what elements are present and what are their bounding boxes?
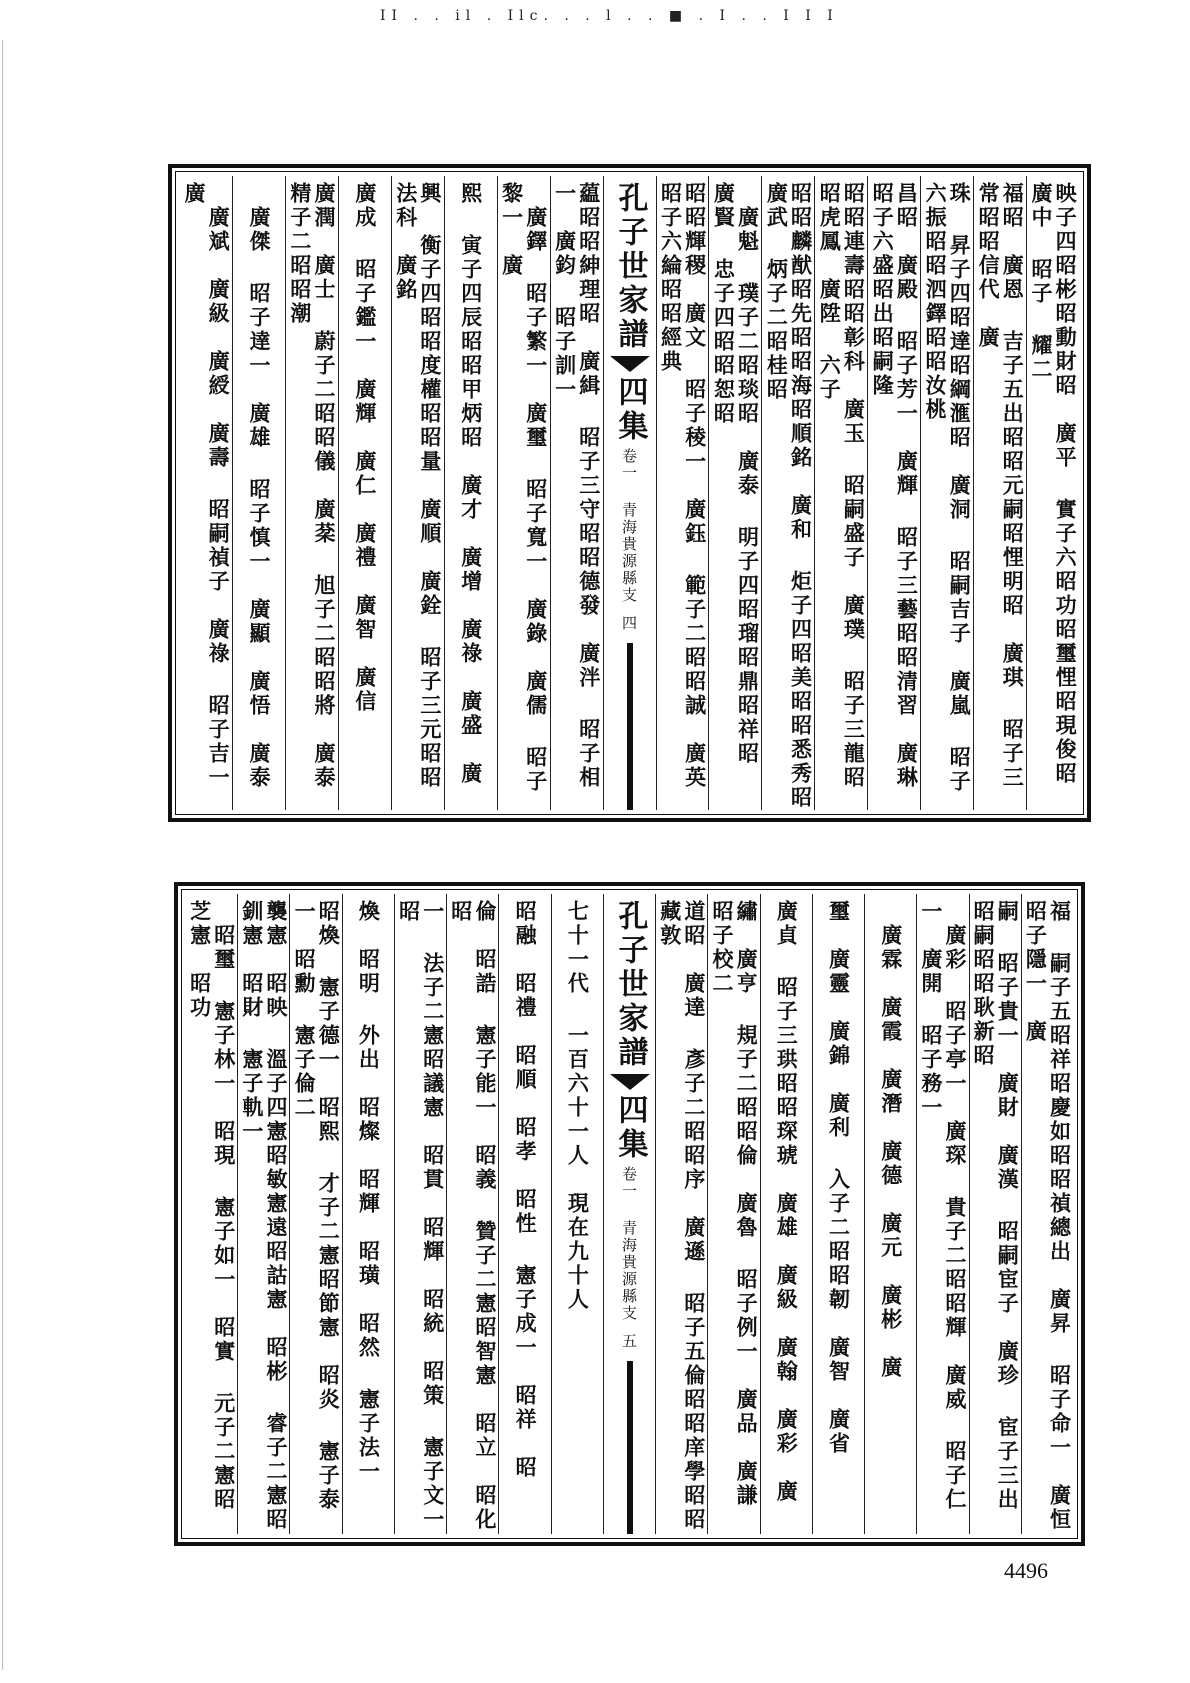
column-text: 福 嗣子五昭祥昭慶如昭昭禎總出 廣昇 昭子命一 廣恒 昭子隱一 廣 (1023, 900, 1073, 1560)
column-text: 藴昭昭紳理昭 廣緝 昭子三守昭昭德發 廣泮 昭子相一 廣鈞 昭子訓一 (552, 182, 602, 790)
genealogy-page-bottom (174, 882, 1085, 1560)
column-text: 廣彩 昭子亭一 廣琛 貴子二昭昭輝 廣威 昭子仁一 廣開 昭子務一 (918, 900, 969, 1512)
column-text: 嗣 昭子貴一 廣財 廣漢 昭嗣宦子 廣珍 宦子三出昭嗣昭昭耿新昭 (971, 900, 1021, 1512)
heading-rule (627, 1361, 633, 1534)
column-text: 昭昭麟猷昭先昭昭海昭順銘 廣和 炬子四昭美昭昭悉秀昭 廣武 炳子二昭桂昭 (764, 182, 814, 834)
column-text: 昭煥 憲子德一 昭熙 才子二憲昭節憲 昭炎 憲子泰一 昭勳 憲子倫二 (292, 900, 342, 1512)
scan-top-marks: II . . il . Ilc. . . l . . ■ . I . . I I I (380, 8, 839, 24)
volume-label: 卷一 青海貴源縣支 (620, 448, 639, 604)
scan-edge-line (2, 40, 3, 1670)
column-text: 熙 寅子四辰昭昭甲炳昭 廣才 廣增 廣祿 廣盛 廣 (458, 182, 484, 786)
fish-tail-mark (610, 356, 650, 372)
page-number: 4496 (1004, 1558, 1048, 1583)
folio-number: 五 (622, 1332, 638, 1350)
column-text: 昭璽 憲子林一 昭現 憲子如一 昭實 元子二憲昭芝憲 昭功 (187, 900, 237, 1512)
column-text: 珠 昇子四昭達昭綱滙昭 廣洞 昭嗣吉子 廣嵐 昭子六振昭昭泗鐸昭昭汝桃 (923, 182, 973, 794)
column-text: 倫 昭誥 憲子能一 昭義 贊子二憲昭智憲 昭立 昭化 昭 (448, 900, 498, 1556)
center-heading-column (603, 176, 656, 810)
column-text: 昌昭 廣殿 昭子芳一 廣輝 昭子三藝昭昭清習 廣琳 昭子六盛昭出昭嗣隆 (870, 182, 920, 818)
column-text: 廣貞 昭子三珙昭昭琛琥 廣雄 廣級 廣翰 廣彩 廣 (774, 900, 800, 1504)
column-text: 廣斌 廣級 廣綬 廣壽 昭嗣禎子 廣祿 昭子吉一 廣 (182, 182, 232, 814)
column-text: 繡 廣亨 規子二昭昭倫 廣魯 昭子例一 廣品 廣謙 昭子校二 (709, 900, 760, 1536)
collection-title: 四集 (612, 1094, 648, 1162)
column-text: 昭昭輝稷 廣文 昭子稜一 廣鈺 範子二昭昭誠 廣英 昭子六綸昭昭經典 (658, 182, 708, 818)
column-text: 廣潤 廣士 蔚子二昭昭儀 廣棻 旭子二昭昭將 廣泰 精子二昭昭潮 (287, 182, 338, 818)
column-text: 昭融 昭禮 昭順 昭孝 昭性 憲子成一 昭祥 昭 (513, 900, 539, 1480)
book-title: 孔子世家譜 (612, 182, 648, 352)
heading-rule (627, 643, 633, 810)
column-text: 道昭 廣達 彥子二昭昭序 廣遜 昭子五倫昭昭庠學昭昭藏敦 (657, 900, 707, 1532)
column-text: 一 法子二憲昭議憲 昭貫 昭輝 昭統 昭策 憲子文一 昭 (396, 900, 446, 1556)
column-text: 襲憲 昭映 溫子四憲昭敏憲遠昭詁憲 昭彬 睿子二憲昭釧憲 昭財 憲子軌一 (239, 900, 289, 1532)
volume-label: 卷一 青海貴源縣支 (620, 1166, 638, 1322)
column-text: 興 衡子四昭昭度權昭昭量 廣順 廣銓 昭子三元昭昭法科 廣銘 (393, 182, 443, 790)
folio-number: 四 (622, 614, 638, 632)
column-text: 映子四昭彬昭動財昭 廣平 實子六昭功昭璽悝昭現俊昭 廣中 昭子 耀二 (1029, 182, 1079, 810)
fish-tail-mark (610, 1074, 650, 1090)
column-text: 璽 廣靈 廣錦 廣利 入子二昭昭韌 廣智 廣省 (826, 900, 852, 1456)
column-text: 廣霖 廣霞 廣潛 廣德 廣元 廣彬 廣 (878, 900, 904, 1380)
generation-heading: 七十一代 一百六十一人 現在九十人 (565, 900, 591, 1312)
column-text: 福昭 廣恩 吉子五出昭昭元嗣昭悝明昭 廣琪 昭子三常昭昭信代 廣 (976, 182, 1026, 790)
column-text: 昭昭連壽昭昭彰科 廣玉 昭嗣盛子 廣璞 昭子三龍昭昭虎鳳 廣陞 六子 (817, 182, 867, 790)
column-text: 廣鐸 昭子繁一 廣璽 昭子寬一 廣錄 廣儒 昭子黎一 廣 (499, 182, 549, 794)
book-title: 孔子世家譜 (612, 900, 648, 1070)
column-text: 廣成 昭子鑑一 廣輝 廣仁 廣禮 廣智 廣信 (352, 182, 378, 714)
genealogy-page-top (168, 164, 1091, 834)
center-heading-column (603, 894, 655, 1534)
column-text: 廣傑 昭子達一 廣雄 昭子慎一 廣顯 廣悟 廣泰 (247, 182, 273, 790)
column-text: 廣魁 璞子二昭琰昭 廣泰 明子四昭瑠昭鼎昭祥昭 廣賢 忠子四昭昭恕昭 (711, 182, 761, 790)
column-text: 煥 昭明 外出 昭燦 昭輝 昭璜 昭然 憲子法一 (356, 900, 382, 1484)
collection-title: 四集 (612, 376, 648, 444)
